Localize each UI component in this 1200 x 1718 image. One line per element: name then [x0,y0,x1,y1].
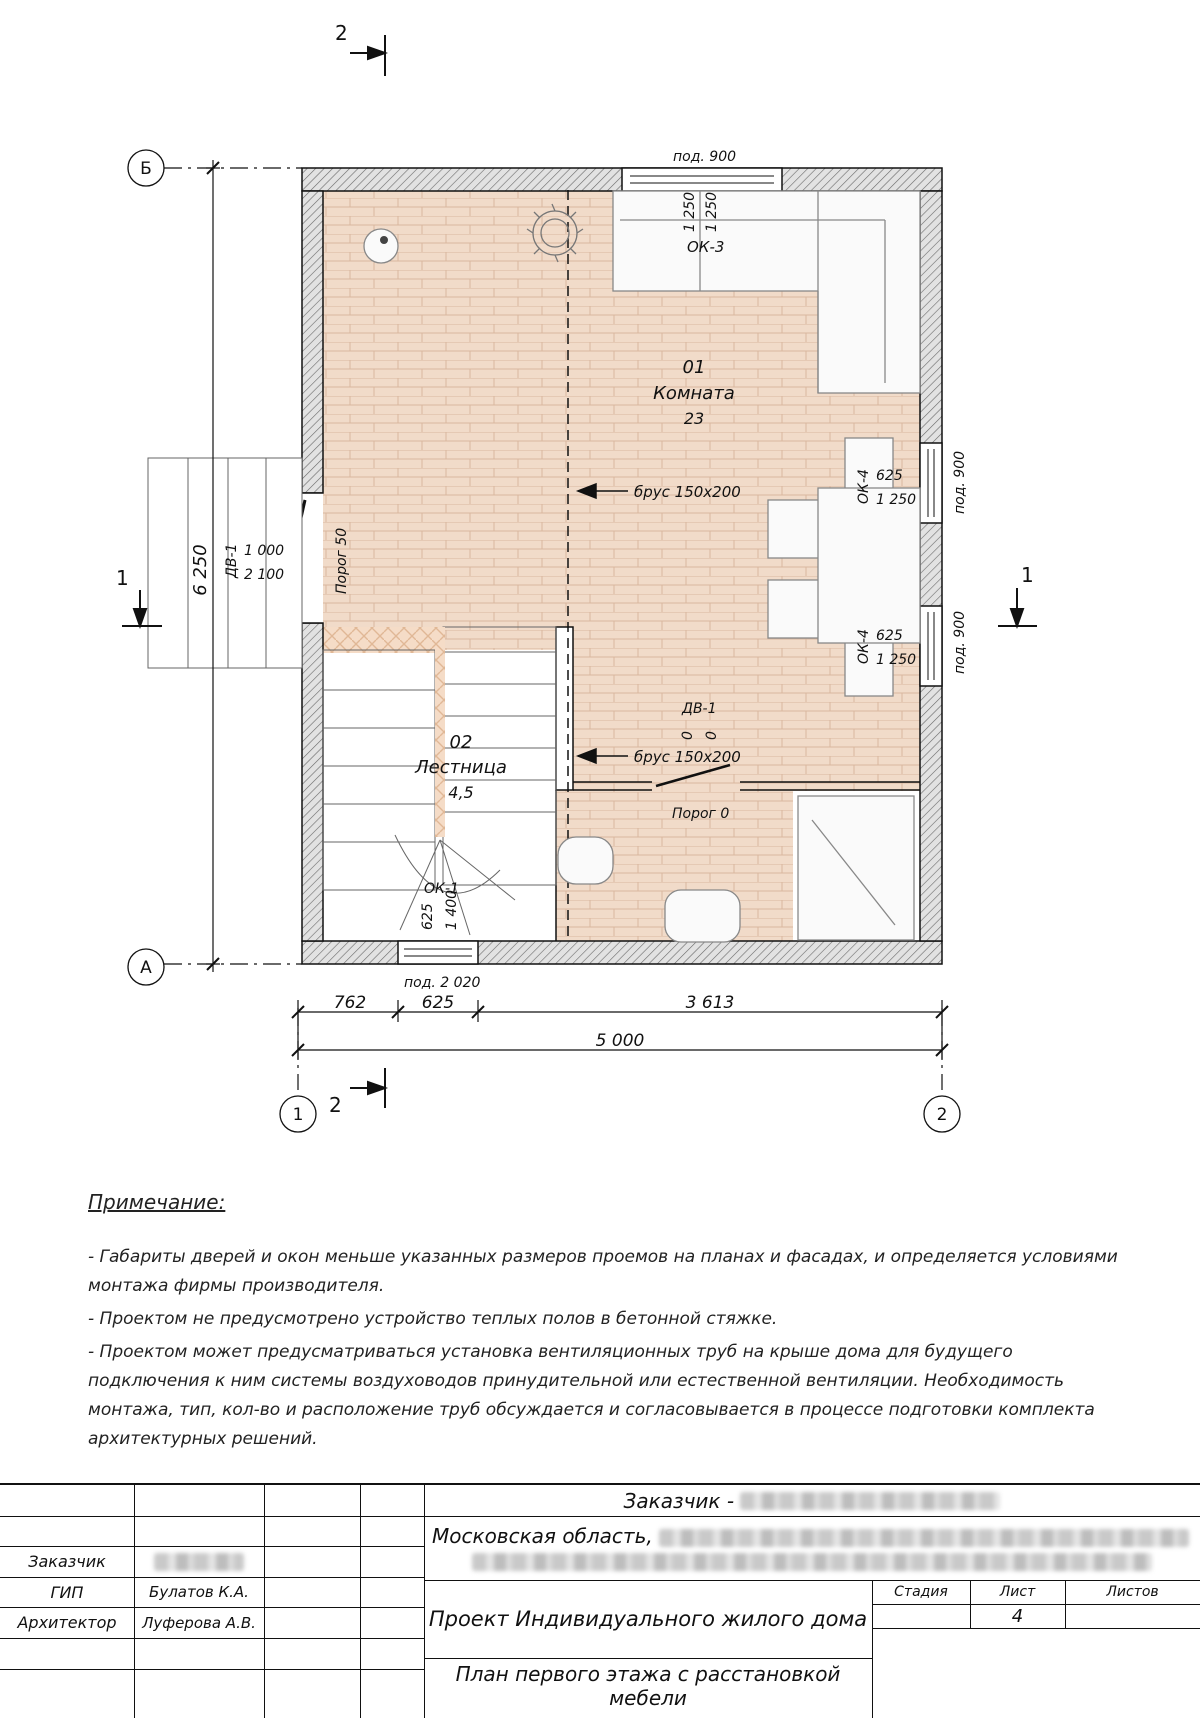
section-label-left: 1 [116,566,129,590]
dv1-entry-height: 2 100 [244,567,285,583]
room-01-name: Комната [653,383,735,404]
header-sheets: Листов [1106,1584,1159,1600]
ok4-bottom-height: 1 250 [876,652,917,668]
name-gip: Булатов К.А. [149,1583,249,1601]
axis-label-bottom: А [140,958,152,978]
chair-2 [768,500,820,558]
stair-landing [323,627,443,653]
dv1-inner-width: 0 [680,731,696,740]
note-item-2: - Проектом не предусмотрено устройство теплых полов в бетонной стяжке. [88,1309,778,1329]
ok3-sill: под. 900 [673,149,737,165]
section-label-bottom: 2 [329,1093,342,1117]
ok1-width: 625 [420,903,436,930]
washbasin [665,890,740,942]
title-block [0,1483,1200,1718]
axis-label-top: Б [140,159,152,179]
address-line [424,1516,1200,1580]
dv1-inner-threshold: Порог 0 [672,806,730,822]
ok3-width: 1 250 [682,191,698,232]
shower-tray [798,796,914,940]
dim-total: 5 000 [595,1031,645,1051]
dim-segment-1: 762 [333,993,367,1013]
role-architect: Архитектор [17,1613,117,1632]
ok1-sill: под. 2 020 [404,975,481,991]
section-label-top: 2 [335,21,348,45]
axis-label-right: 2 [936,1105,948,1125]
sofa-corner [818,191,920,393]
room-01-number: 01 [682,357,706,378]
ok4-top-width: 625 [876,468,903,484]
dv1-entry-threshold: Порог 50 [334,527,350,594]
ok4-bottom-sill: под. 900 [952,610,968,674]
ok3-code: ОК-3 [687,238,725,256]
ok3-height: 1 250 [704,191,720,232]
notes-title: Примечание: [88,1190,226,1214]
notes-block [88,1188,1128,1458]
address-prefix: Московская область, [432,1524,653,1548]
room-01-area: 23 [683,409,705,428]
customer-name-redacted [134,1546,264,1577]
section-label-right: 1 [1021,563,1034,587]
axis-label-left: 1 [292,1105,304,1125]
window-ok4-top-opening [920,443,942,523]
sheet-number: 4 [1011,1605,1024,1627]
ok4-top-code: ОК-4 [856,469,872,504]
dim-height: 6 250 [190,544,211,596]
sheet-title: План первого этажа с расстановкой мебели [455,1661,841,1710]
toilet [558,837,613,884]
ok1-height: 1 400 [444,889,460,930]
round-side-table [364,229,398,263]
room-02-area: 4,5 [448,783,474,802]
header-stage: Стадия [894,1584,948,1600]
room-02-number: 02 [449,732,473,753]
role-customer: Заказчик [28,1552,106,1571]
dv1-entry-code: ДВ-1 [224,543,240,578]
ok4-bottom-code: ОК-4 [856,629,872,664]
name-architect: Луферова А.В. [142,1613,256,1632]
dv1-entry-width: 1 000 [244,543,285,559]
ok1-code: ОК-1 [424,881,459,897]
chair-3 [768,580,820,638]
dim-segment-3: 3 613 [685,993,735,1013]
ok4-top-sill: под. 900 [952,450,968,514]
beam-label-1: брус 150х200 [634,483,741,501]
project-title: Проект Индивидуального жилого дома [428,1607,868,1631]
window-ok1-opening [398,941,478,964]
ok4-bottom-width: 625 [876,628,903,644]
dining-table [818,488,920,643]
beam-label-2: брус 150х200 [634,748,741,766]
room-02-name: Лестница [415,757,507,778]
dv1-inner-height: 0 [704,731,720,740]
window-ok3-opening [622,168,782,191]
header-sheet: Лист [999,1584,1036,1600]
note-item-3: - Проектом может предусматриваться установка вентиляционных труб на крыше дома для будущего подключения к ним системы воздуховодов принудительной или естественной вентиляции. Необходимость монтажа, тип, кол-во и расположение труб обсуждается и согласовывается в процессе подготовки комплекта архитектурных решений. [88,1342,1095,1449]
ok4-top-height: 1 250 [876,492,917,508]
role-gip: ГИП [50,1582,84,1602]
customer-prefix: Заказчик - [623,1488,735,1513]
window-ok4-bottom-opening [920,606,942,686]
dv1-inner-code: ДВ-1 [682,701,717,717]
customer-line [424,1485,1200,1516]
dim-segment-2: 625 [421,993,455,1013]
note-item-1: - Габариты дверей и окон меньше указанных размеров проемов на планах и фасадах, и определяется условиями монтажа фирмы производителя. [88,1247,1118,1296]
